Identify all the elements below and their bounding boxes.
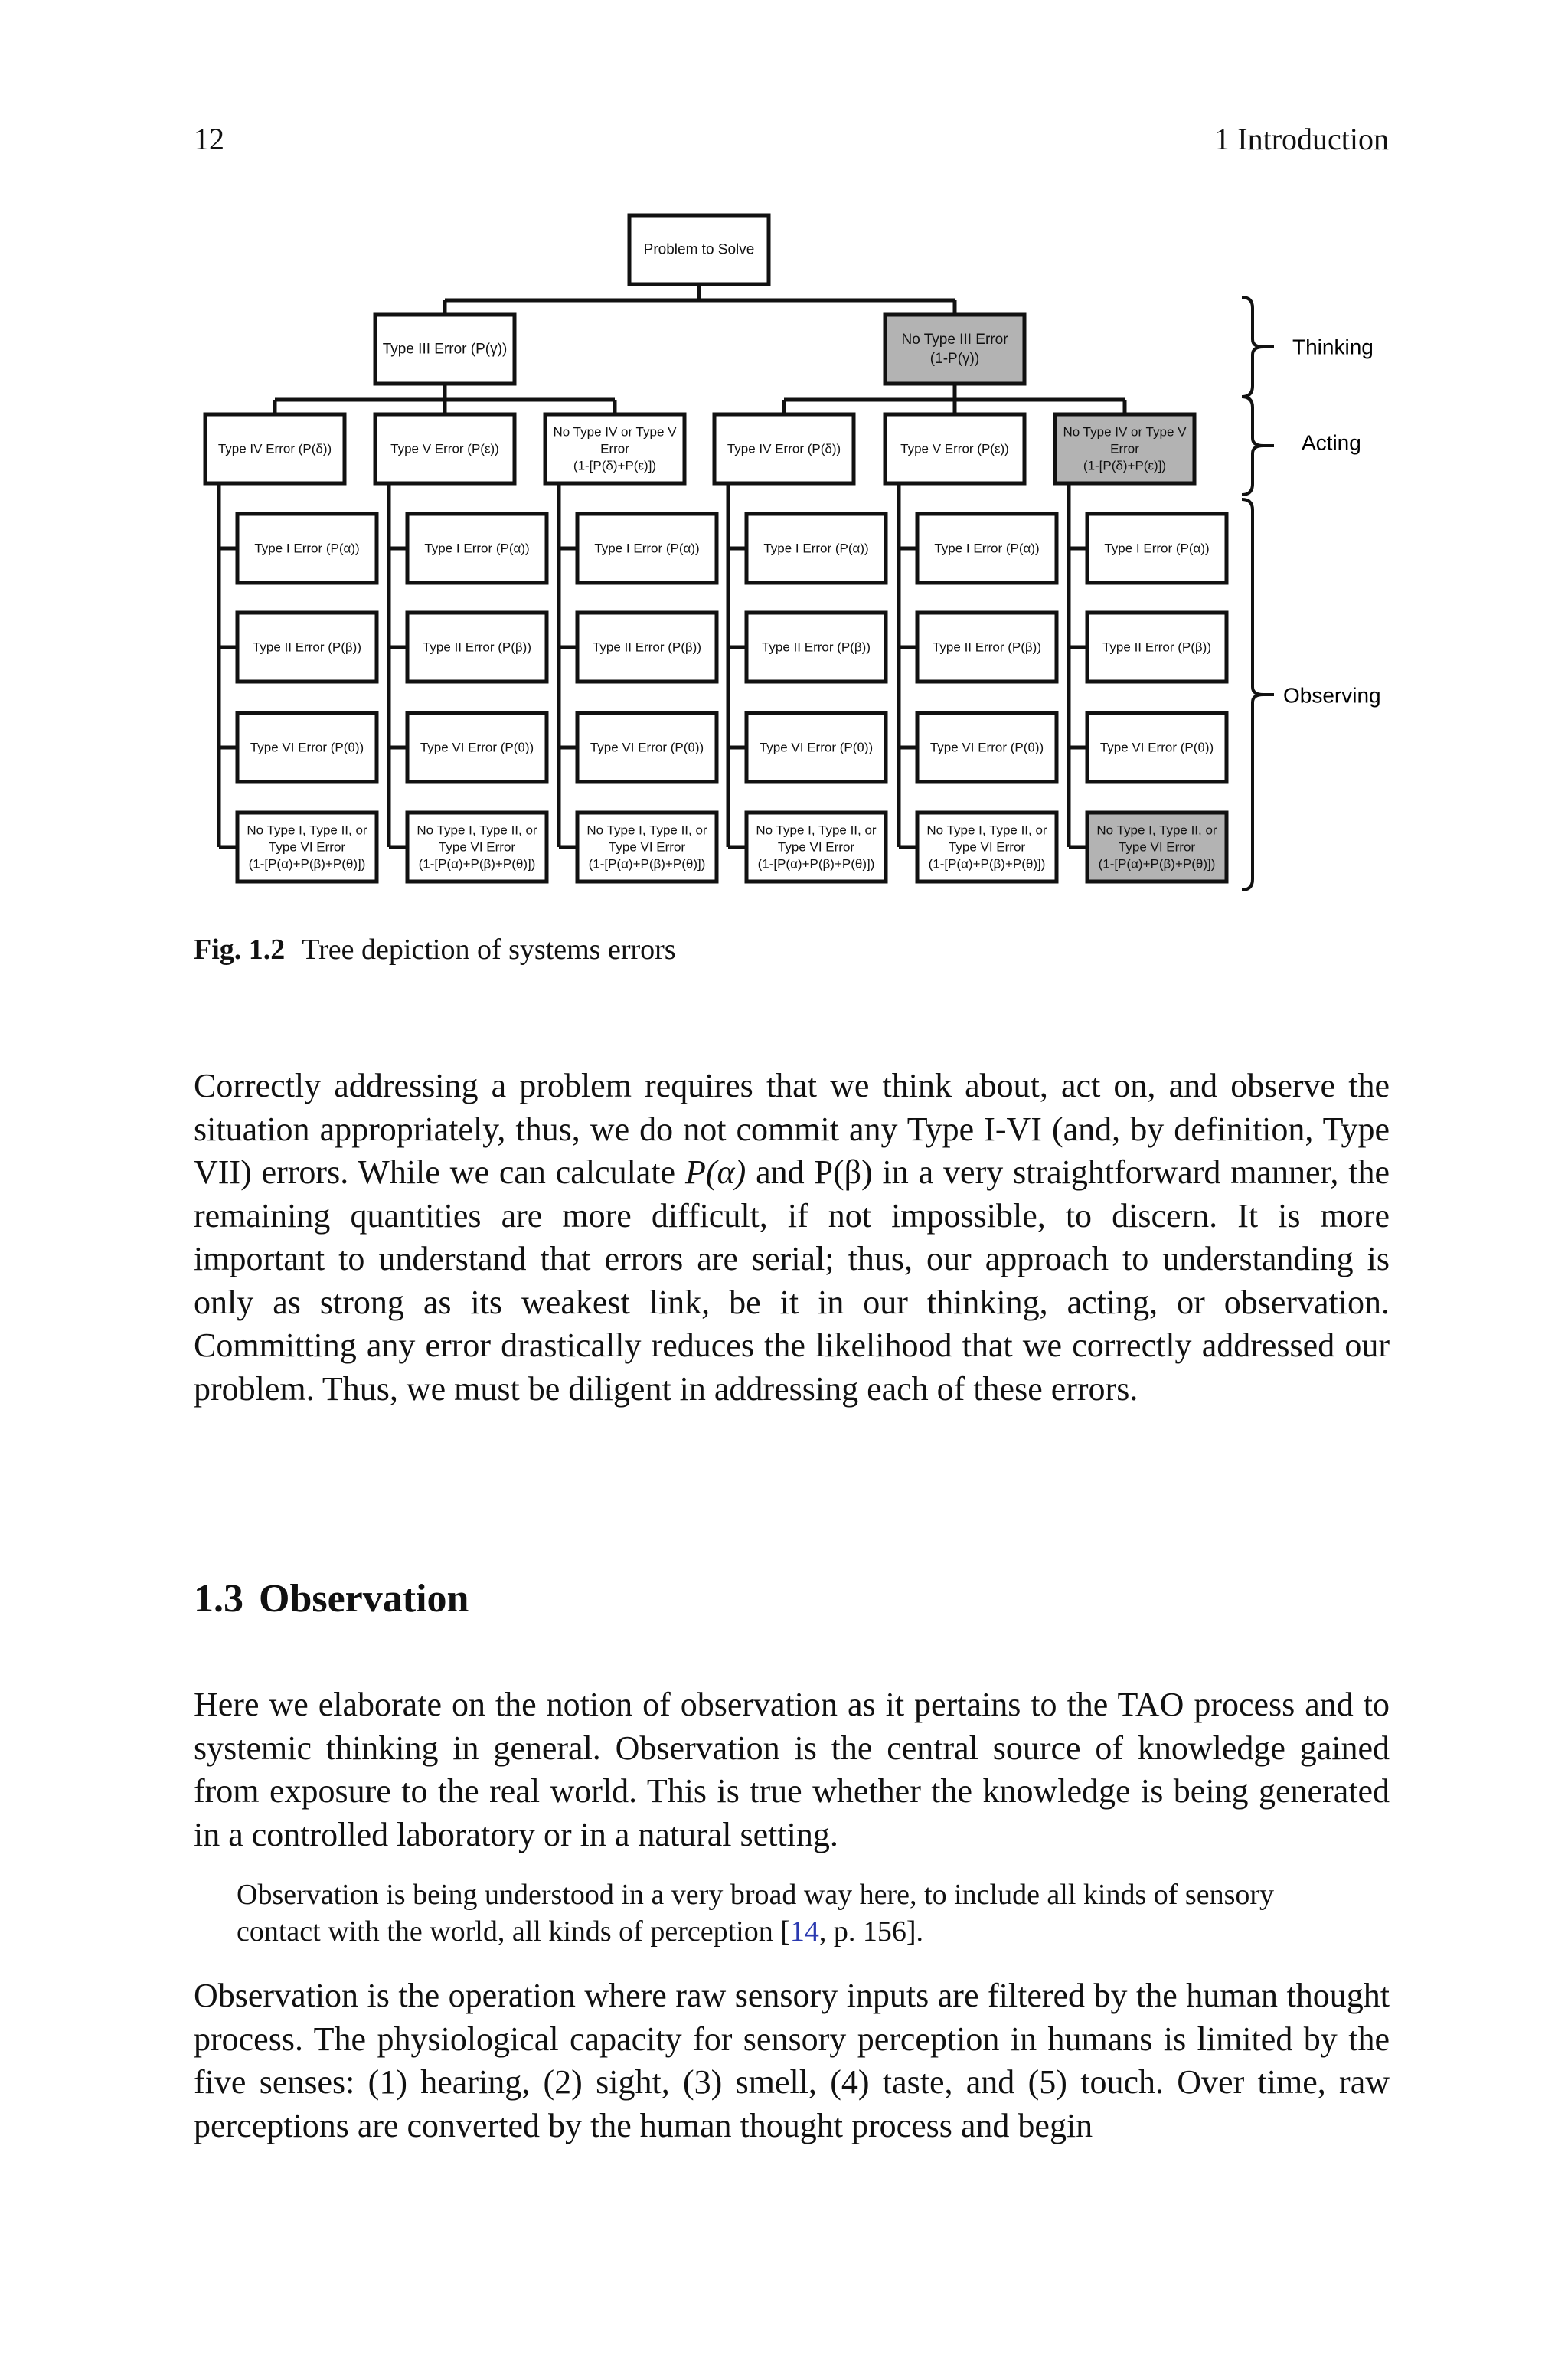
svg-text:(1-[P(α)+P(β)+P(θ)]): (1-[P(α)+P(β)+P(θ)]): [588, 856, 706, 872]
body-paragraph-2: Here we elaborate on the notion of observation as it pertains to the TAO process and to systemic thinking in general. Observation is the central source of knowledge gained from exposure to the real world. This is true whether the knowledge is being generated in a controlled laboratory or in a natural setting.: [194, 1686, 1390, 1853]
svg-text:Type II Error (P(β)): Type II Error (P(β)): [761, 639, 871, 655]
observing-node-c1-r4: [237, 813, 377, 882]
svg-text:No Type IV or Type V: No Type IV or Type V: [1063, 424, 1187, 440]
observing-node-c2-r1: [407, 514, 547, 583]
svg-text:Type IV Error (P(δ)): Type IV Error (P(δ)): [727, 441, 841, 456]
acting-node-4: [714, 414, 854, 483]
observing-node-c5-r2: [917, 613, 1057, 682]
observing-brace: [1242, 499, 1263, 890]
svg-text:Type II Error (P(β)): Type II Error (P(β)): [592, 639, 702, 655]
block-quote: Observation is being understood in a very broad way here, to include all kinds of sensory contact with the world, all kinds of perception [14, p. 156].: [237, 1879, 1275, 1948]
observing-node-c2-r4: [407, 813, 547, 882]
svg-text:Type VI Error: Type VI Error: [268, 839, 346, 855]
svg-text:Type IV Error (P(δ)): Type IV Error (P(δ)): [217, 441, 332, 456]
svg-text:(1-P(γ)): (1-P(γ)): [929, 350, 980, 367]
svg-text:Type II Error (P(β)): Type II Error (P(β)): [932, 639, 1042, 655]
svg-text:Type V Error (P(ε)): Type V Error (P(ε)): [900, 441, 1009, 456]
svg-text:Type VI Error (P(θ)): Type VI Error (P(θ)): [759, 740, 874, 755]
svg-text:(1-[P(α)+P(β)+P(θ)]): (1-[P(α)+P(β)+P(θ)]): [928, 856, 1046, 872]
acting-node-3: [545, 414, 684, 483]
observing-node-c5-r3: [917, 713, 1057, 782]
observing-node-c4-r1: [746, 514, 886, 583]
figure-caption-text: Tree depiction of systems errors: [302, 934, 676, 966]
svg-text:Error: Error: [600, 441, 629, 456]
svg-text:Type V Error (P(ε)): Type V Error (P(ε)): [390, 441, 499, 456]
svg-text:Type VI Error: Type VI Error: [1118, 839, 1196, 855]
svg-text:Type I Error (P(α)): Type I Error (P(α)): [934, 541, 1040, 556]
svg-text:(1-[P(α)+P(β)+P(θ)]): (1-[P(α)+P(β)+P(θ)]): [248, 856, 366, 872]
observing-node-c2-r2: [407, 613, 547, 682]
observing-node-c6-r3: [1087, 713, 1227, 782]
svg-text:(1-[P(α)+P(β)+P(θ)]): (1-[P(α)+P(β)+P(θ)]): [757, 856, 875, 872]
thinking-label: Thinking: [1292, 335, 1374, 359]
svg-text:Type I Error (P(α)): Type I Error (P(α)): [1104, 541, 1210, 556]
svg-text:Error: Error: [1110, 441, 1139, 456]
body-paragraph-3: Observation is the operation where raw sensory inputs are filtered by the human thought process. The physiological capacity for sensory perception in humans is limited by the five senses: (1) hearing, (2) sight, (3) smell, (4) taste, and (5) touch. Over time, raw perceptions are converted by the human thought process and begin: [194, 1977, 1390, 2144]
svg-text:Type I Error (P(α)): Type I Error (P(α)): [254, 541, 360, 556]
thinking-node-2: [885, 315, 1024, 384]
acting-brace: [1242, 397, 1263, 495]
observing-node-c5-r4: [917, 813, 1057, 882]
observing-node-c4-r2: [746, 613, 886, 682]
svg-text:Type II Error (P(β)): Type II Error (P(β)): [1102, 639, 1212, 655]
svg-text:No Type III Error: No Type III Error: [901, 332, 1008, 348]
svg-text:No Type I, Type II, or: No Type I, Type II, or: [926, 823, 1047, 838]
svg-text:Type I Error (P(α)): Type I Error (P(α)): [763, 541, 869, 556]
observing-node-c1-r3: [237, 713, 377, 782]
observing-node-c6-r1: [1087, 514, 1227, 583]
observing-label: Observing: [1283, 683, 1381, 708]
svg-text:Type VI Error: Type VI Error: [777, 839, 855, 855]
svg-text:No Type I, Type II, or: No Type I, Type II, or: [1096, 823, 1217, 838]
svg-text:Type I Error (P(α)): Type I Error (P(α)): [594, 541, 700, 556]
acting-node-2: [375, 414, 514, 483]
observing-node-c4-r3: [746, 713, 886, 782]
observing-node-c4-r4: [746, 813, 886, 882]
acting-node-5: [885, 414, 1024, 483]
svg-text:No Type I, Type II, or: No Type I, Type II, or: [247, 823, 368, 838]
observing-node-c3-r3: [577, 713, 717, 782]
observing-node-c1-r2: [237, 613, 377, 682]
svg-text:No Type I, Type II, or: No Type I, Type II, or: [586, 823, 707, 838]
svg-text:Type I Error (P(α)): Type I Error (P(α)): [424, 541, 530, 556]
svg-text:No Type I, Type II, or: No Type I, Type II, or: [416, 823, 537, 838]
acting-label: Acting: [1302, 430, 1361, 455]
svg-text:No Type I, Type II, or: No Type I, Type II, or: [756, 823, 877, 838]
svg-text:Type VI Error (P(θ)): Type VI Error (P(θ)): [250, 740, 364, 755]
svg-text:Problem to Solve: Problem to Solve: [643, 241, 755, 258]
observing-node-c3-r1: [577, 514, 717, 583]
svg-text:(1-[P(δ)+P(ε)]): (1-[P(δ)+P(ε)]): [1083, 458, 1167, 473]
observing-node-c3-r2: [577, 613, 717, 682]
svg-text:(1-[P(α)+P(β)+P(θ)]): (1-[P(α)+P(β)+P(θ)]): [1098, 856, 1216, 872]
svg-text:Type II Error (P(β)): Type II Error (P(β)): [422, 639, 532, 655]
acting-node-1: [205, 414, 345, 483]
observing-node-c5-r1: [917, 514, 1057, 583]
figure-label: Fig. 1.2: [194, 934, 286, 966]
observing-node-c2-r3: [407, 713, 547, 782]
observing-node-c6-r2: [1087, 613, 1227, 682]
citation-link[interactable]: 14: [789, 1915, 819, 1948]
observing-node-c1-r1: [237, 514, 377, 583]
math-p-alpha: P(α): [684, 1153, 746, 1191]
svg-text:Type VI Error: Type VI Error: [948, 839, 1026, 855]
svg-text:(1-[P(δ)+P(ε)]): (1-[P(δ)+P(ε)]): [573, 458, 657, 473]
svg-text:(1-[P(α)+P(β)+P(θ)]): (1-[P(α)+P(β)+P(θ)]): [418, 856, 536, 872]
svg-text:Type VI Error (P(θ)): Type VI Error (P(θ)): [420, 740, 534, 755]
svg-text:Type VI Error: Type VI Error: [608, 839, 686, 855]
svg-text:Type VI Error (P(θ)): Type VI Error (P(θ)): [590, 740, 704, 755]
figure-caption: [194, 933, 676, 967]
page-number: 12: [194, 122, 224, 156]
error-tree-diagram: [0, 0, 1568, 919]
acting-node-6: [1055, 414, 1194, 483]
svg-text:Type VI Error (P(θ)): Type VI Error (P(θ)): [929, 740, 1044, 755]
thinking-brace: [1242, 297, 1263, 397]
svg-text:Type VI Error: Type VI Error: [438, 839, 516, 855]
svg-text:No Type IV or Type V: No Type IV or Type V: [553, 424, 677, 440]
running-head: 1 Introduction: [1214, 122, 1389, 156]
section-title: Observation: [259, 1577, 469, 1621]
svg-text:Type III Error (P(γ)): Type III Error (P(γ)): [382, 341, 508, 358]
root-node: [629, 215, 769, 284]
observing-node-c6-r4: [1087, 813, 1227, 882]
section-heading: [194, 1576, 469, 1621]
svg-text:Type VI Error (P(θ)): Type VI Error (P(θ)): [1099, 740, 1214, 755]
section-number: 1.3: [194, 1577, 243, 1621]
observing-node-c3-r4: [577, 813, 717, 882]
svg-text:Type II Error (P(β)): Type II Error (P(β)): [252, 639, 362, 655]
thinking-node-1: [375, 315, 514, 384]
body-paragraph-1: Correctly addressing a problem requires that we think about, act on, and observe the situation appropriately, thus, we do not commit any Type I-VI (and, by definition, Type VII) errors. While we can calculate P(α) and P(β) in a very straightforward manner, the remaining quantities are more difficult, if not impossible, to discern. It is more important to understand that errors are serial; thus, our approach to understanding is only as strong as its weakest link, be it in our thinking, acting, or observation. Committing any error drastically reduces the likelihood that we correctly addressed our problem. Thus, we must be diligent in addressing each of these errors.: [194, 1067, 1390, 1408]
